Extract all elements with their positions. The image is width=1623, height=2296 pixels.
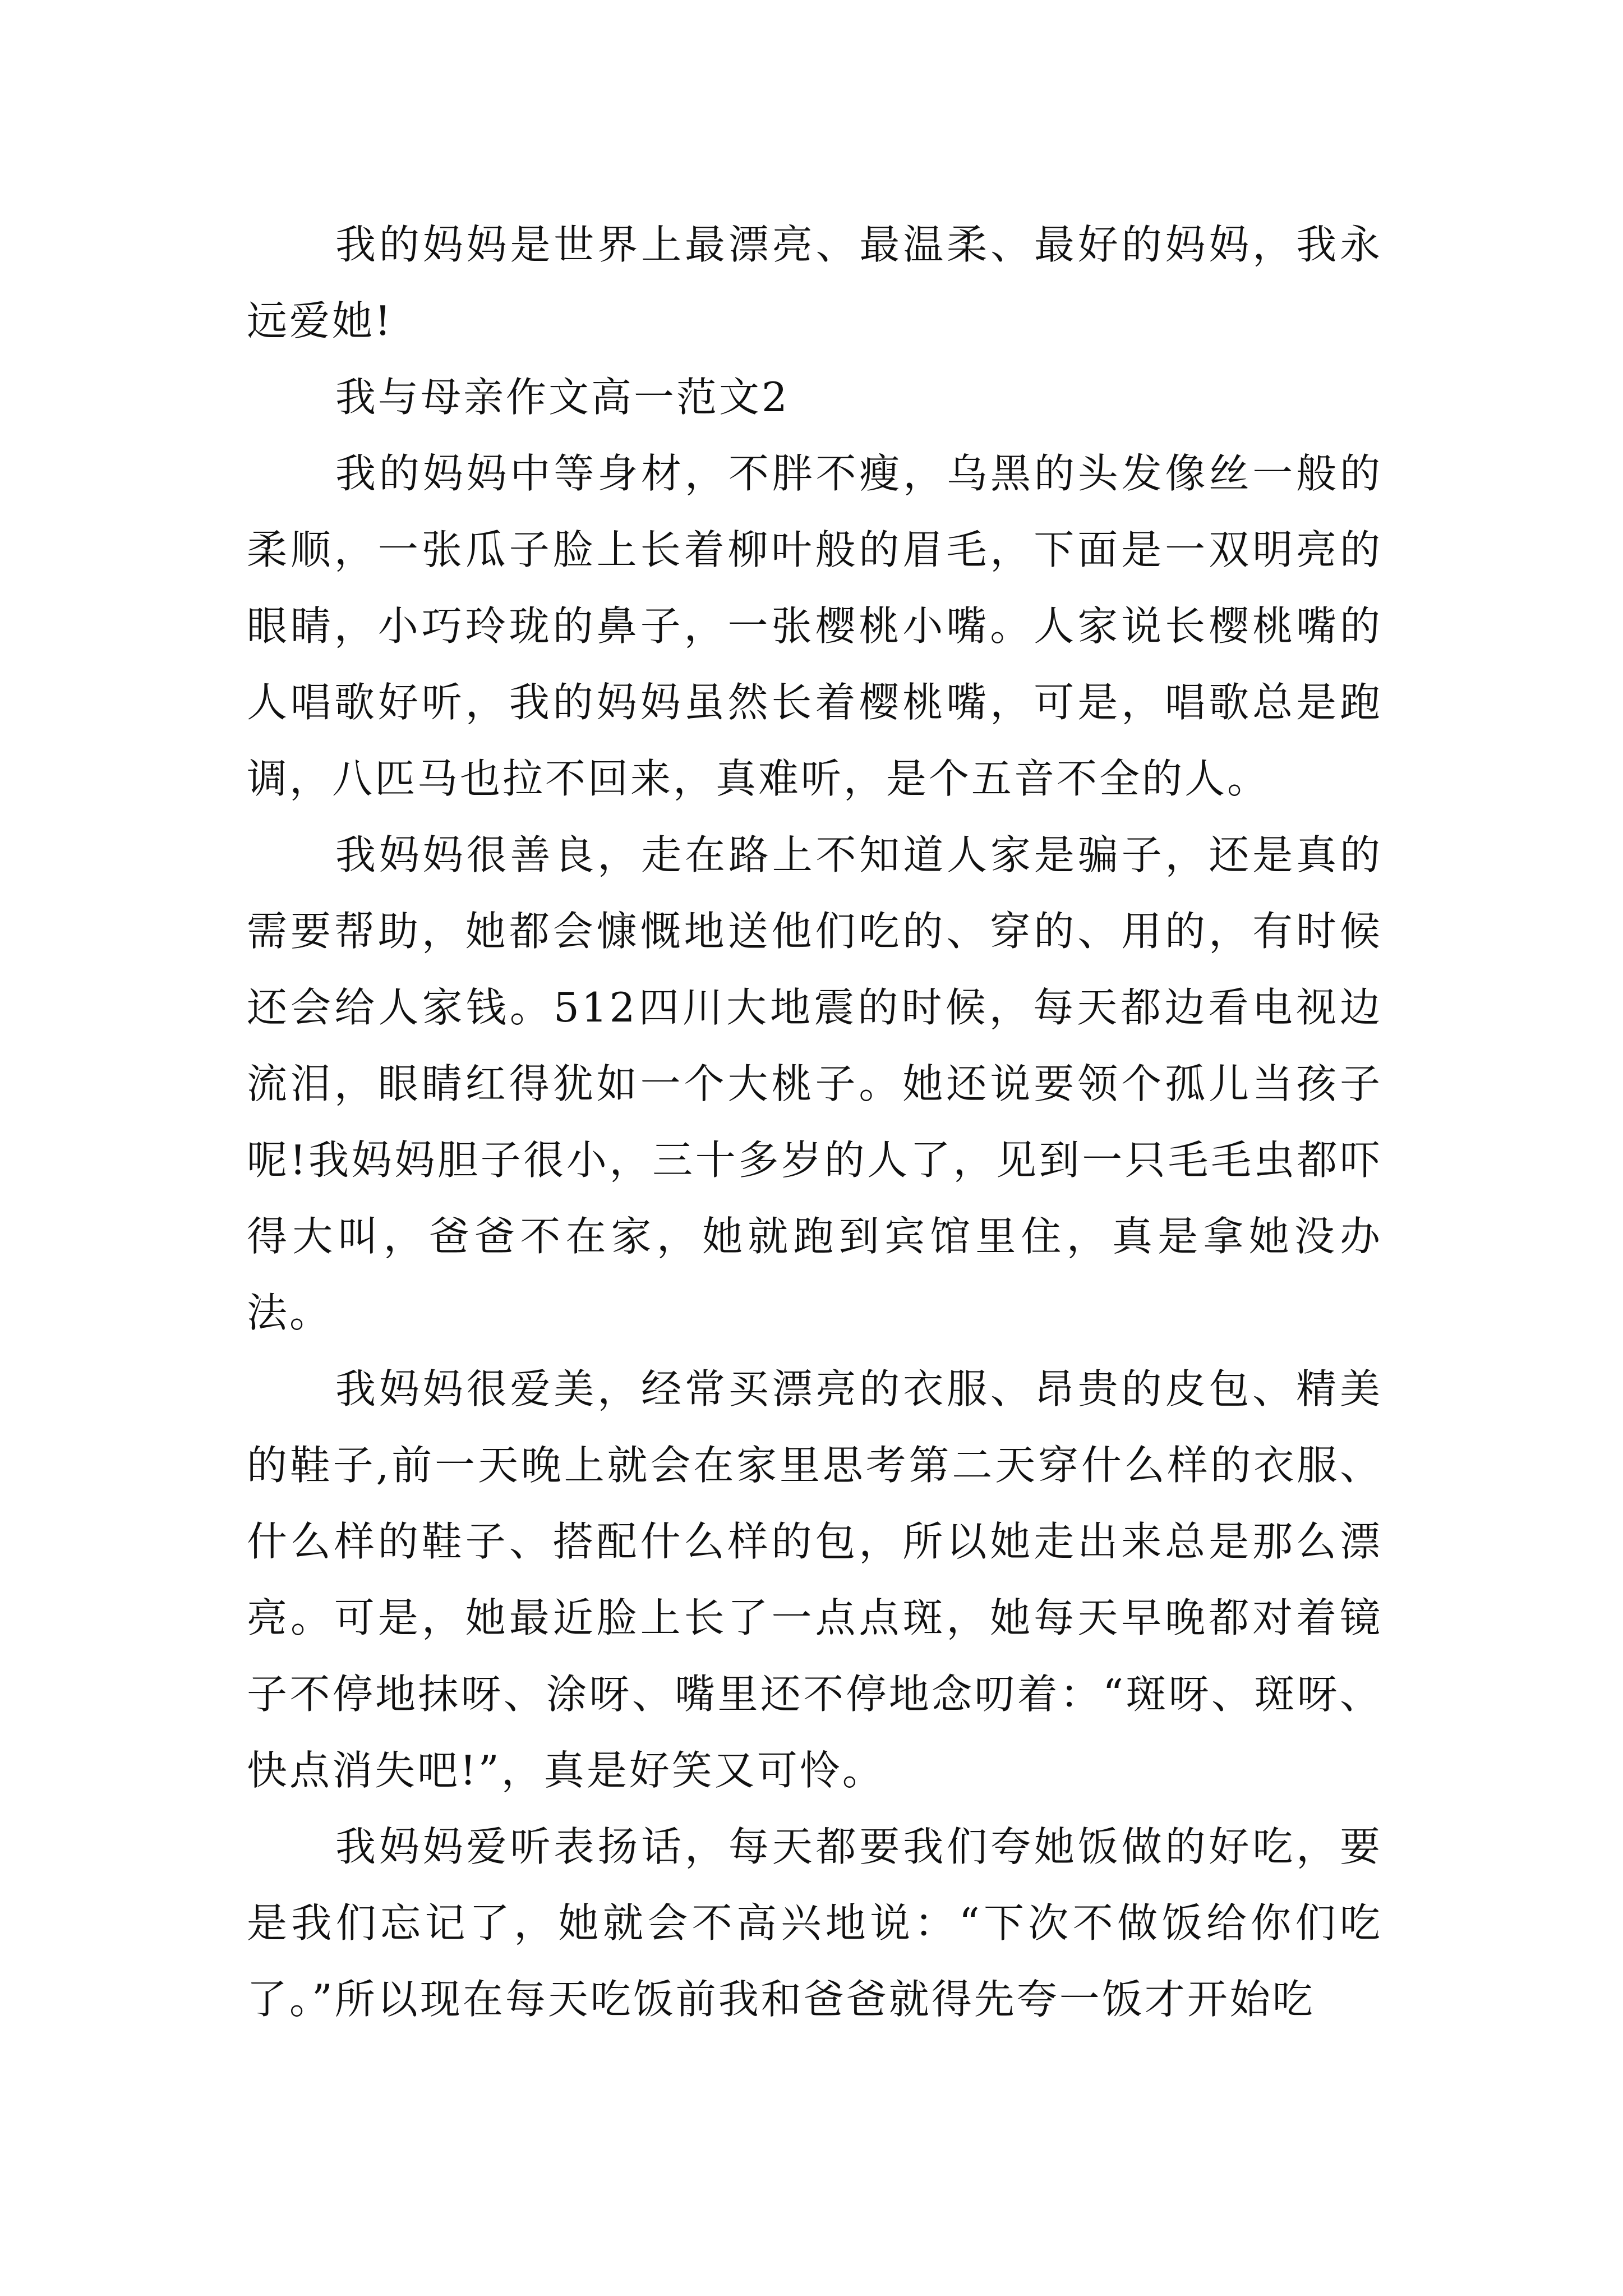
document-body [247,206,1382,2037]
paragraph-praise: 我妈妈爱听表扬话，每天都要我们夸她饭做的好吃，要是我们忘记了，她就会不高兴地说：“下次不做饭给你们吃了。”所以现在每天吃饭前我和爸爸就得先夸一饭才开始吃 [247,1823,1382,2023]
paragraph-beauty: 我妈妈很爱美，经常买漂亮的衣服、昂贵的皮包、精美的鞋子,前一天晚上就会在家里思考第二天穿什么样的衣服、什么样的鞋子、搭配什么样的包，所以她走出来总是那么漂亮。可是，她最近脸上长了一点点斑，她每天早晚都对着镜子不停地抹呀、涂呀、嘴里还不停地念叨着：“斑呀、斑呀、快点消失吧!”，真是好笑又可怜。 [247,1365,1382,1794]
paragraph-closing: 我的妈妈是世界上最漂亮、最温柔、最好的妈妈，我永远爱她! [247,221,1382,344]
essay-title: 我与母亲作文高一范文2 [335,374,790,421]
paragraph-appearance: 我的妈妈中等身材，不胖不瘦，乌黑的头发像丝一般的柔顺，一张瓜子脸上长着柳叶般的眉毛，下面是一双明亮的眼睛，小巧玲珑的鼻子，一张樱桃小嘴。人家说长樱桃嘴的人唱歌好听，我的妈妈虽然长着樱桃嘴，可是，唱歌总是跑调，八匹马也拉不回来，真难听，是个五音不全的人。 [247,450,1382,802]
paragraph-kindness: 我妈妈很善良，走在路上不知道人家是骗子，还是真的需要帮助，她都会慷慨地送他们吃的、穿的、用的，有时候还会给人家钱。512四川大地震的时候，每天都边看电视边流泪，眼睛红得犹如一个大桃子。她还说要领个孤儿当孩子呢!我妈妈胆子很小，三十多岁的人了，见到一只毛毛虫都吓得大叫，爸爸不在家，她就跑到宾馆里住，真是拿她没办法。 [247,831,1382,1336]
